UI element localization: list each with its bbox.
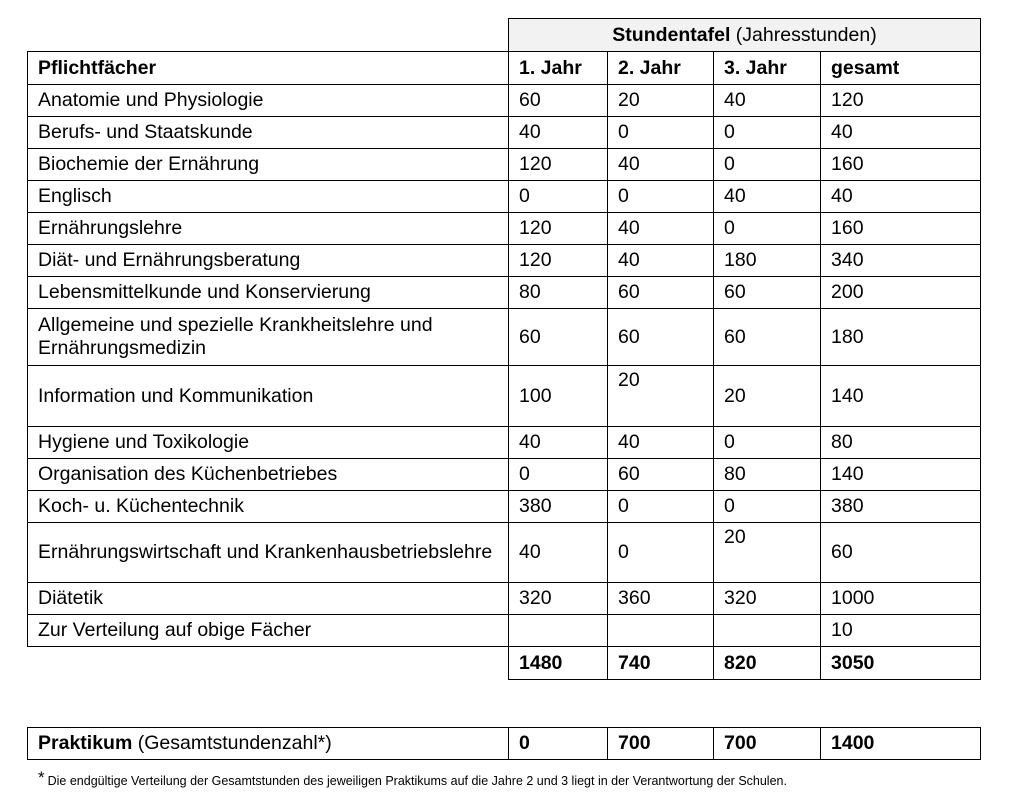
year3-cell: 20 [714,366,821,427]
table-row [28,149,981,181]
table-row [28,615,981,647]
year1-cell: 60 [509,309,608,366]
praktikum-table [27,727,981,760]
table-row [28,213,981,245]
year3-cell [714,615,821,647]
subject-cell: Englisch [28,181,509,213]
total-cell: 120 [821,85,981,117]
table-row [28,181,981,213]
header-year3: 3. Jahr [714,52,821,85]
year3-cell: 80 [714,459,821,491]
year2-cell: 40 [608,427,714,459]
caption-subtitle: (Jahresstunden) [735,23,877,46]
footnote [38,770,787,790]
year3-cell: 0 [714,491,821,523]
total-cell: 200 [821,277,981,309]
total-cell: 60 [821,523,981,583]
year2-cell: 20 [608,85,714,117]
year2-cell: 0 [608,181,714,213]
subject-cell: Ernährungslehre [28,213,509,245]
year2-cell: 40 [608,213,714,245]
year1-cell: 320 [509,583,608,615]
caption-spacer [28,19,509,52]
year1-cell: 0 [509,181,608,213]
subject-cell: Ernährungswirtschaft und Krankenhausbetriebslehre [28,523,509,583]
header-row [28,52,981,85]
year3-cell: 320 [714,583,821,615]
year1-cell: 40 [509,117,608,149]
totals-spacer [28,647,509,680]
subject-cell: Koch- u. Küchentechnik [28,491,509,523]
subject-cell: Berufs- und Staatskunde [28,117,509,149]
year2-cell: 0 [608,491,714,523]
total-cell: 80 [821,427,981,459]
caption-title: Stundentafel [612,23,731,46]
year2-cell: 60 [608,277,714,309]
table-row [28,459,981,491]
year3-cell: 0 [714,427,821,459]
total-cell: 160 [821,149,981,181]
year2-cell: 40 [608,149,714,181]
total-cell: 1000 [821,583,981,615]
header-year1: 1. Jahr [509,52,608,85]
year1-cell: 120 [509,245,608,277]
header-year2: 2. Jahr [608,52,714,85]
year1-cell: 40 [509,427,608,459]
year2-cell: 40 [608,245,714,277]
year2-cell: 60 [608,309,714,366]
year1-cell: 120 [509,149,608,181]
total-year3: 820 [714,647,821,680]
table-row [28,245,981,277]
footnote-marker: * [38,768,45,787]
year3-cell: 60 [714,309,821,366]
subject-cell: Anatomie und Physiologie [28,85,509,117]
total-cell: 340 [821,245,981,277]
year3-cell: 40 [714,85,821,117]
total-sum: 3050 [821,647,981,680]
subject-cell: Biochemie der Ernährung [28,149,509,181]
caption-row [28,19,981,52]
year2-cell: 360 [608,583,714,615]
table-row [28,309,981,366]
year3-cell: 60 [714,277,821,309]
year3-cell: 180 [714,245,821,277]
total-cell: 140 [821,366,981,427]
table-row [28,366,981,427]
totals-row [28,647,981,680]
table-row [28,117,981,149]
subject-cell: Zur Verteilung auf obige Fächer [28,615,509,647]
table-row [28,85,981,117]
total-year1: 1480 [509,647,608,680]
year3-cell: 20 [714,523,821,583]
praktikum-subtitle: (Gesamtstundenzahl*) [137,732,332,754]
year2-cell: 60 [608,459,714,491]
year1-cell: 40 [509,523,608,583]
table-row [28,277,981,309]
subject-cell: Organisation des Küchenbetriebes [28,459,509,491]
subject-cell: Diätetik [28,583,509,615]
year3-cell: 0 [714,213,821,245]
total-cell: 380 [821,491,981,523]
praktikum-year3: 700 [714,728,821,760]
footnote-text: Die endgültige Verteilung der Gesamtstunden des jeweiligen Praktikums auf die Jahre 2 und 3 liegt in der Verantwortung der Schulen. [47,774,787,788]
header-subject: Pflichtfächer [28,52,509,85]
year2-cell: 0 [608,117,714,149]
year1-cell: 120 [509,213,608,245]
subject-cell: Information und Kommunikation [28,366,509,427]
table-row [28,491,981,523]
year3-cell: 0 [714,149,821,181]
year3-cell: 0 [714,117,821,149]
praktikum-year2: 700 [608,728,714,760]
year2-cell: 0 [608,523,714,583]
praktikum-row [28,728,981,760]
year3-cell: 40 [714,181,821,213]
year1-cell: 60 [509,85,608,117]
table-row [28,523,981,583]
stundentafel-table [27,18,981,680]
total-year2: 740 [608,647,714,680]
subject-cell: Allgemeine und spezielle Krankheitslehre und Ernährungsmedizin [28,309,509,366]
total-cell: 40 [821,117,981,149]
subject-cell: Diät- und Ernährungsberatung [28,245,509,277]
total-cell: 140 [821,459,981,491]
year1-cell: 80 [509,277,608,309]
header-total: gesamt [821,52,981,85]
subject-cell: Lebensmittelkunde und Konservierung [28,277,509,309]
table-row [28,427,981,459]
year2-cell: 20 [608,366,714,427]
year1-cell [509,615,608,647]
table-row [28,583,981,615]
year1-cell: 100 [509,366,608,427]
year1-cell: 0 [509,459,608,491]
subject-cell: Hygiene und Toxikologie [28,427,509,459]
year2-cell [608,615,714,647]
praktikum-year1: 0 [509,728,608,760]
year1-cell: 380 [509,491,608,523]
total-cell: 180 [821,309,981,366]
total-cell: 40 [821,181,981,213]
table-caption [509,19,981,52]
praktikum-total: 1400 [821,728,981,760]
total-cell: 10 [821,615,981,647]
total-cell: 160 [821,213,981,245]
praktikum-label [28,728,509,760]
praktikum-title: Praktikum [38,732,133,754]
